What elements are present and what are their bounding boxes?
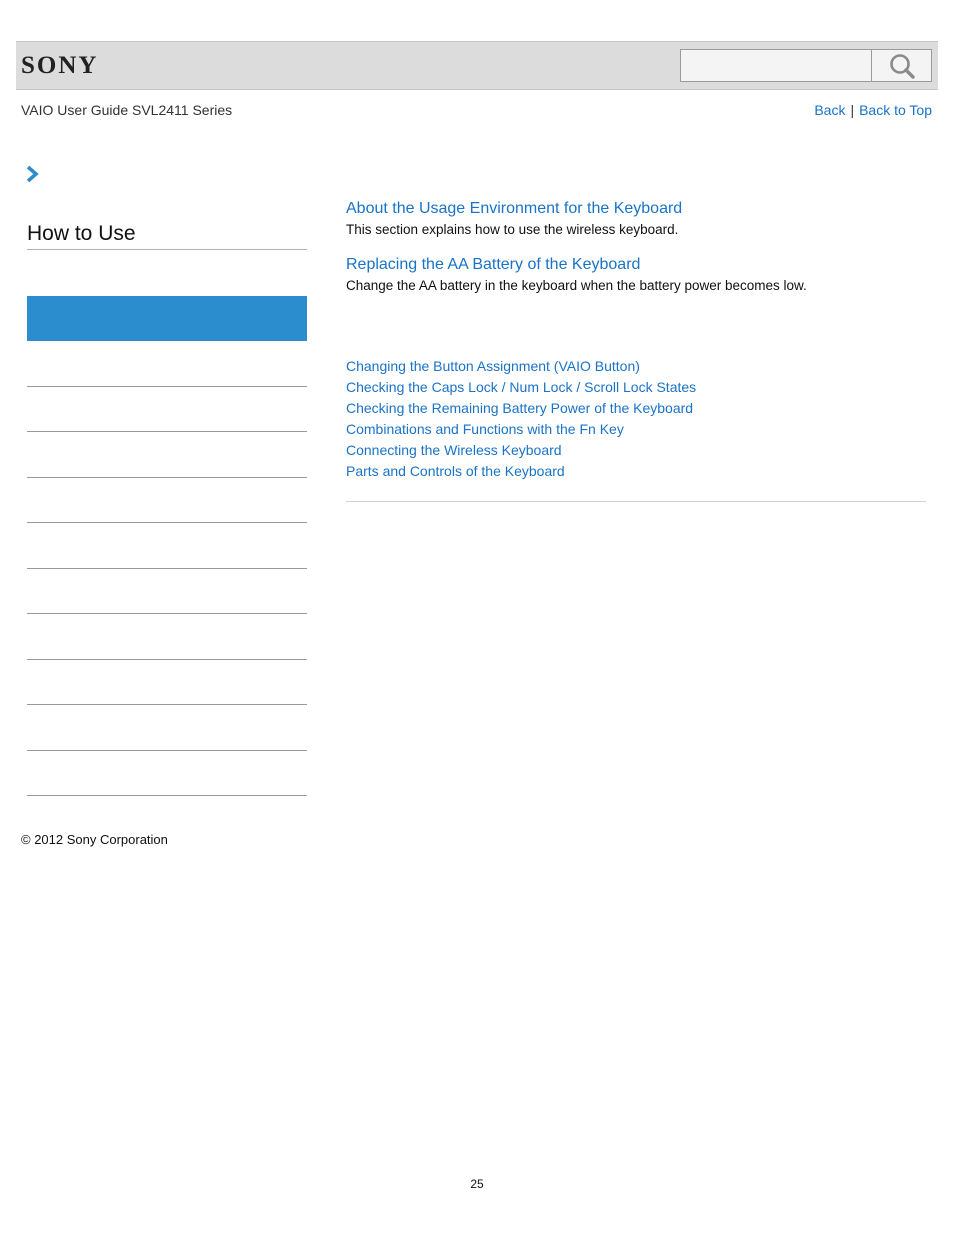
search-input[interactable] (680, 49, 872, 82)
top-nav (814, 102, 932, 118)
search-button[interactable] (872, 49, 932, 82)
page-number: 25 (470, 1177, 484, 1191)
search-icon (889, 53, 915, 79)
related-link[interactable]: Changing the Button Assignment (VAIO Button) (346, 358, 640, 374)
sidebar-divider (27, 795, 307, 796)
sidebar-divider (27, 522, 307, 523)
sidebar-divider (27, 386, 307, 387)
topic-description: Change the AA battery in the keyboard when the battery power becomes low. (346, 278, 807, 293)
related-links (346, 357, 696, 483)
chevron-right-icon[interactable] (25, 165, 41, 183)
copyright: © 2012 Sony Corporation (21, 832, 168, 847)
back-link[interactable]: Back (814, 102, 846, 118)
topic-title-link[interactable]: Replacing the AA Battery of the Keyboard (346, 256, 641, 273)
related-link[interactable]: Connecting the Wireless Keyboard (346, 442, 562, 458)
sidebar-divider (27, 750, 307, 751)
content-divider (346, 501, 926, 502)
sony-logo[interactable]: SONY (21, 52, 99, 79)
sidebar-divider (27, 477, 307, 478)
header-bar (16, 41, 938, 90)
sidebar-divider (27, 704, 307, 705)
sidebar-divider (27, 659, 307, 660)
back-to-top-link[interactable]: Back to Top (859, 102, 932, 118)
related-link[interactable]: Combinations and Functions with the Fn Key (346, 421, 624, 437)
related-link[interactable]: Parts and Controls of the Keyboard (346, 463, 565, 479)
related-link[interactable]: Checking the Caps Lock / Num Lock / Scroll Lock States (346, 379, 697, 395)
guide-title: VAIO User Guide SVL2411 Series (21, 102, 233, 118)
sidebar-divider (27, 613, 307, 614)
topic-title-link[interactable]: About the Usage Environment for the Keyboard (346, 200, 683, 217)
topic-replacing-battery (346, 256, 807, 293)
sidebar-divider (27, 431, 307, 432)
sidebar-divider (27, 568, 307, 569)
related-link[interactable]: Checking the Remaining Battery Power of the Keyboard (346, 400, 694, 416)
topic-usage-environment (346, 200, 682, 237)
topic-description: This section explains how to use the wireless keyboard. (346, 222, 679, 237)
sidebar-heading: How to Use (27, 222, 307, 250)
nav-separator: | (850, 102, 855, 118)
sidebar-item-active[interactable] (27, 296, 307, 341)
